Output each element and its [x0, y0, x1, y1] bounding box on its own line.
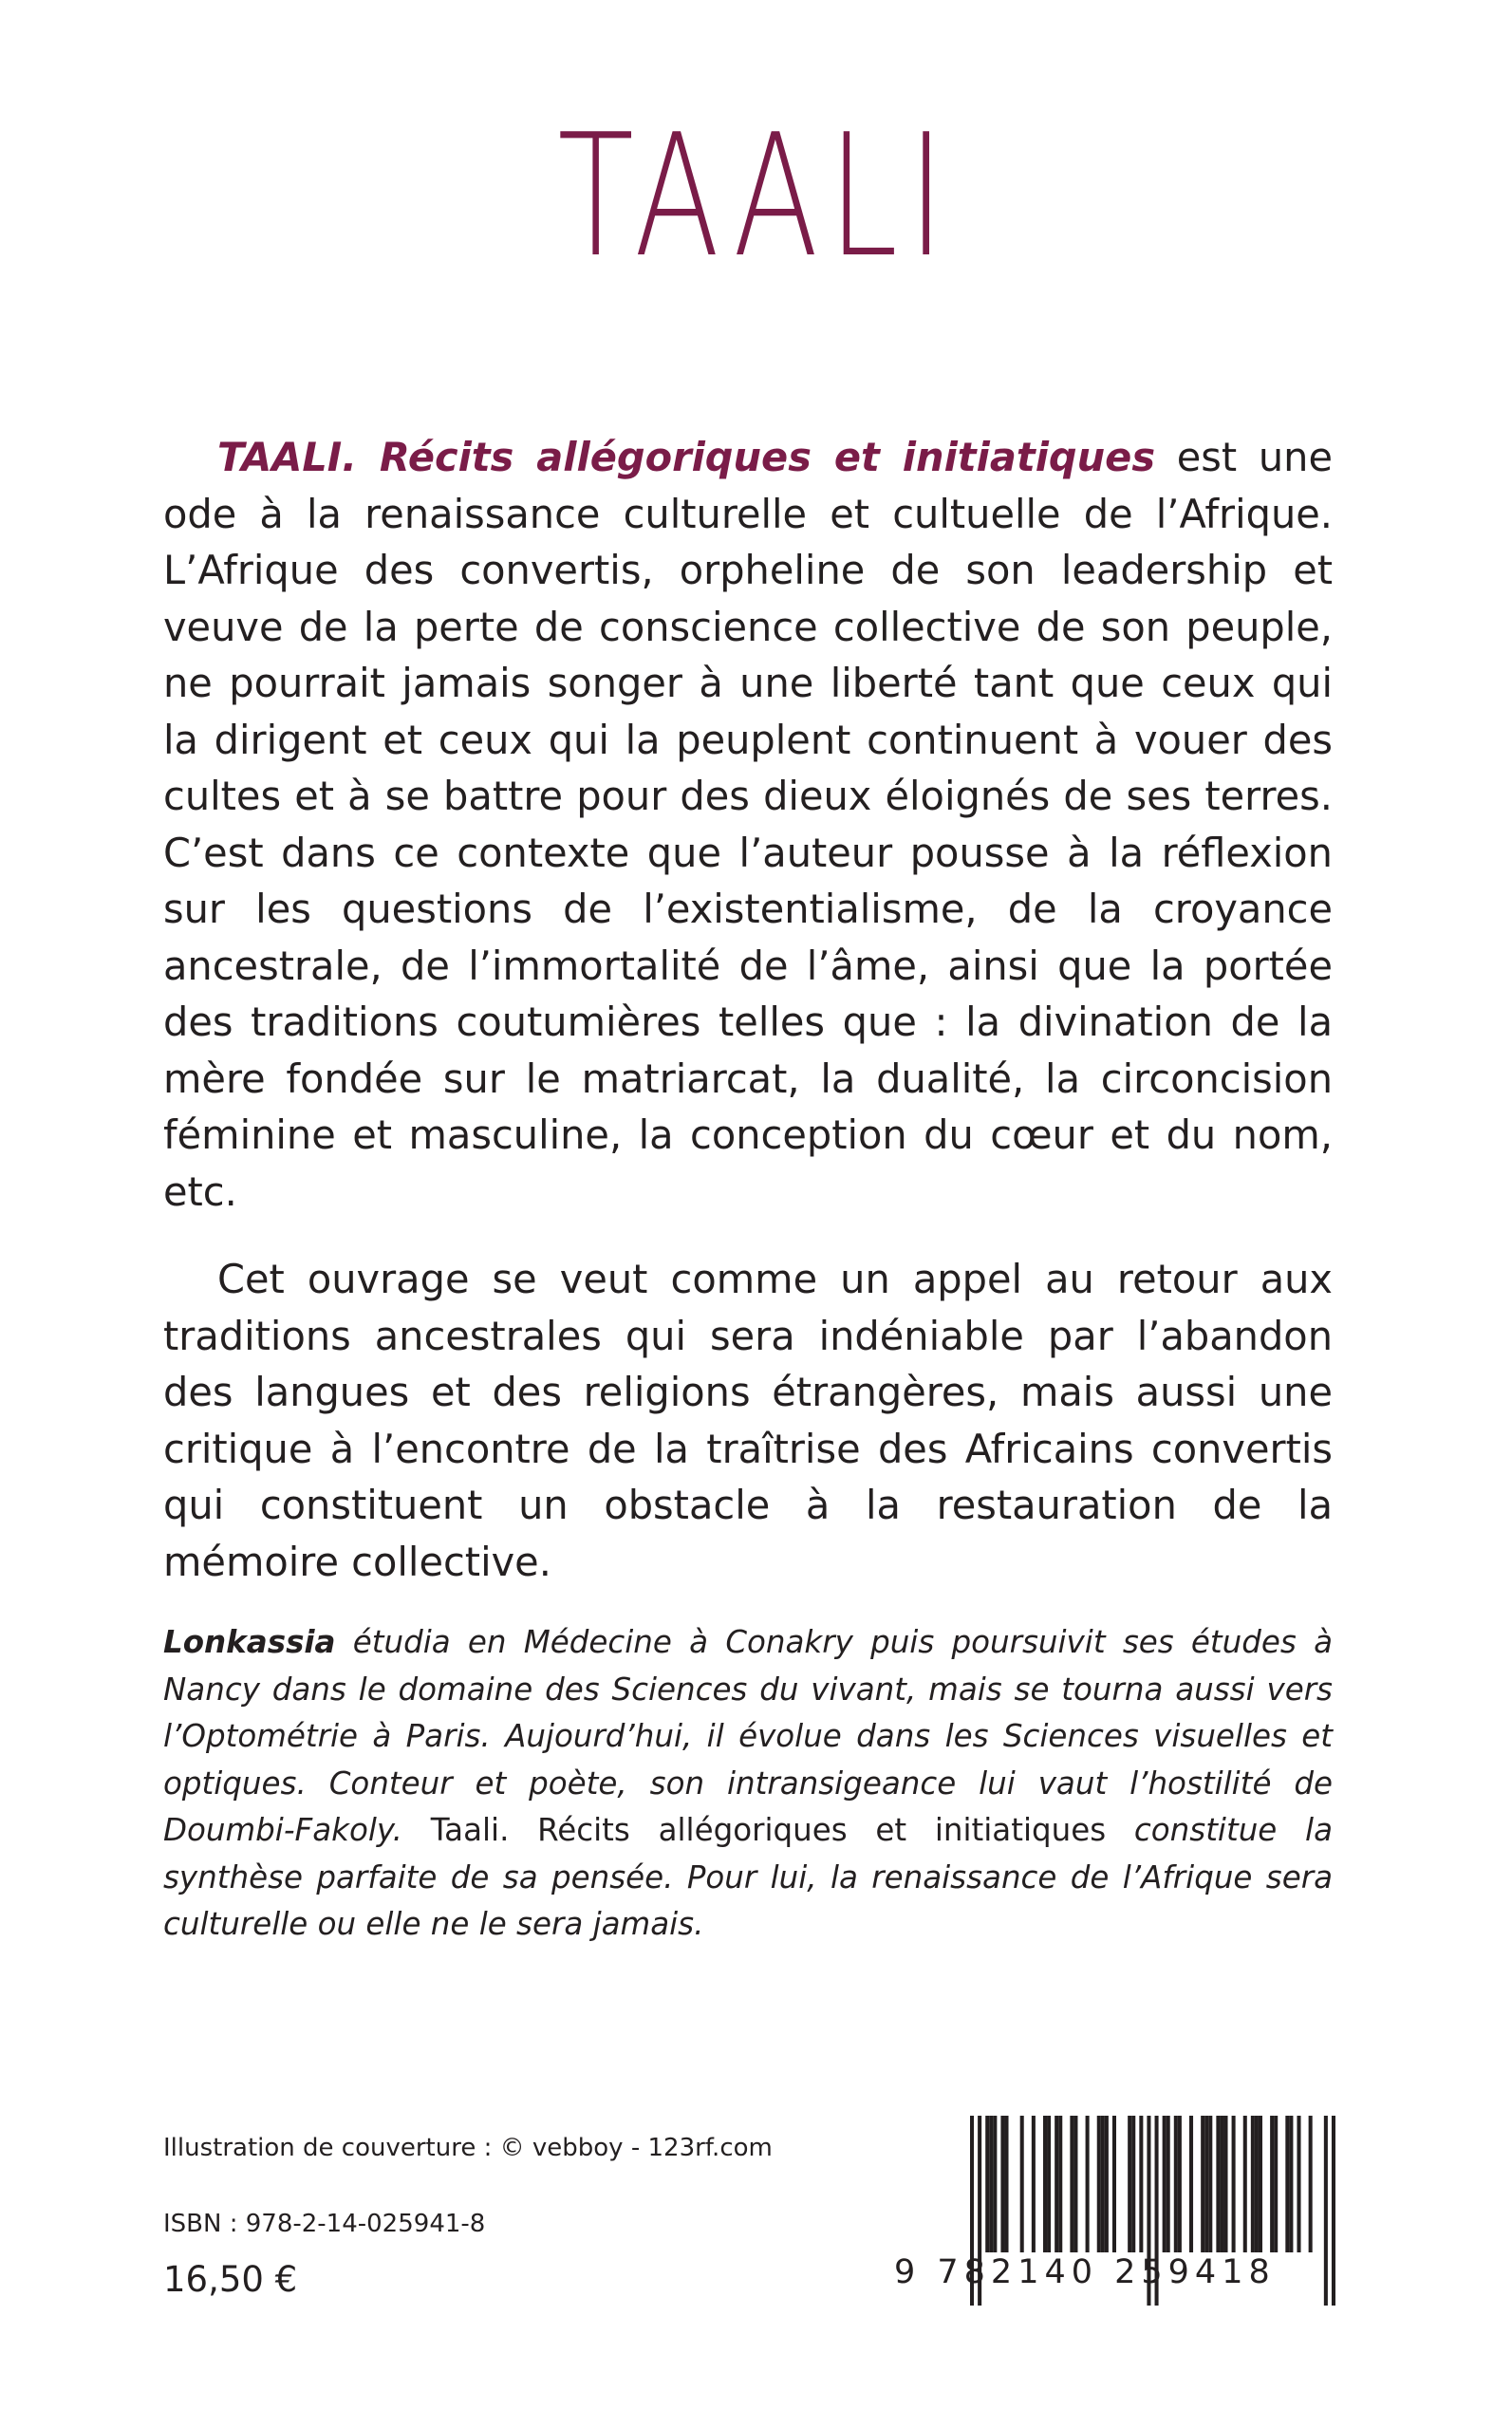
barcode-bar: [1220, 2116, 1223, 2252]
synopsis-paragraph-1: [163, 429, 1333, 1220]
barcode-bar: [993, 2116, 997, 2252]
barcode-digits: 9 782140 259418: [894, 2253, 1276, 2291]
illustration-credit: Illustration de couverture : © vebboy - 123rf.com: [163, 2134, 773, 2162]
barcode-bar: [1274, 2116, 1278, 2252]
barcode-bar: [1055, 2116, 1058, 2252]
barcode-bar: [1297, 2116, 1300, 2252]
author-bio-text-1: étudia en Médecine à Conakry puis poursuivit ses études à Nancy dans le domaine des Sciences du vivant, mais se tourna aussi vers l’Optométrie à Paris. Aujourd’hui, il évolue dans les Sciences visuelles et optiques. Conteur et poète, son intransigeance lui vaut l’hostilité de Doumbi-Fakoly.: [163, 1624, 1333, 1848]
barcode-bar: [1232, 2116, 1236, 2252]
barcode-bar: [1174, 2116, 1178, 2252]
barcode-bar: [1086, 2116, 1090, 2252]
barcode-bar: [1216, 2116, 1220, 2252]
barcode-bar: [1105, 2116, 1109, 2252]
barcode-bar: [1208, 2116, 1212, 2252]
book-title-emphasis: TAALI. Récits allégoriques et initiatiques: [217, 434, 1156, 480]
barcode-bar: [1000, 2116, 1004, 2252]
barcode-bar: [1309, 2116, 1313, 2252]
barcode-bar: [1047, 2116, 1051, 2252]
barcode-bar: [1058, 2116, 1062, 2252]
author-bio-book-reference: Taali. Récits allégoriques et initiatiques: [430, 1812, 1107, 1848]
barcode-bar: [1020, 2116, 1024, 2252]
barcode-bar: [1204, 2116, 1208, 2252]
barcode-bar: [1223, 2116, 1227, 2252]
synopsis-paragraph-2: Cet ouvrage se veut comme un appel au retour aux traditions ancestrales qui sera indéniable par l’abandon des langues et des religions étrangères, mais aussi une critique à l’encontre de la traîtrise des Africains convertis qui constituent un obstacle à la restauration de la mémoire collective.: [163, 1256, 1333, 1585]
barcode-bar: [1097, 2116, 1101, 2252]
book-title: TAALI: [557, 98, 955, 294]
barcode-bar: [1101, 2116, 1105, 2252]
barcode-bar: [1004, 2116, 1008, 2252]
barcode-bar: [1189, 2116, 1193, 2252]
isbn: ISBN : 978-2-14-025941-8: [163, 2210, 486, 2238]
price: 16,50 €: [163, 2259, 298, 2300]
barcode-bar: [985, 2116, 989, 2252]
barcode-bar: [1255, 2116, 1259, 2252]
barcode-bar: [1131, 2116, 1135, 2252]
barcode-bar: [1251, 2116, 1255, 2252]
barcode-bar: [1139, 2116, 1143, 2252]
author-bio-text-2: constitue la synthèse parfaite de sa pensée. Pour lui, la renaissance de l’Afrique sera culturelle ou elle ne le sera jamais.: [163, 1812, 1334, 1942]
barcode-bar: [1289, 2116, 1293, 2252]
barcode-bar: [1201, 2116, 1204, 2252]
author-name: Lonkassia: [163, 1624, 336, 1660]
barcode-bar: [989, 2116, 993, 2252]
barcode-bar: [1178, 2116, 1182, 2252]
barcode-bar: [1073, 2116, 1077, 2252]
barcode-bar: [1259, 2116, 1262, 2252]
barcode-bar: [1243, 2116, 1247, 2252]
barcode-bar: [1032, 2116, 1036, 2252]
barcode-bar: [1043, 2116, 1047, 2252]
barcode-bar: [1128, 2116, 1131, 2252]
barcode-bar: [1163, 2116, 1167, 2252]
barcode-bar: [1270, 2116, 1274, 2252]
barcode-bar: [1285, 2116, 1289, 2252]
barcode-bar: [1167, 2116, 1170, 2252]
synopsis-paragraph-1-text: est une ode à la renaissance culturelle et cultuelle de l’Afrique. L’Afrique des convertis, orpheline de son leadership et veuve de la perte de conscience collective de son peuple, ne pourrait jamais songer à une liberté tant que ceux qui la dirigent et ceux qui la peuplent continuent à vouer des cultes et à se battre pour des dieux éloignés de ses terres. C’est dans ce contexte que l’auteur pousse à la réflexion sur les questions de l’existentialisme, de la croyance ancestrale, de l’immortalité de l’âme, ainsi que la portée des traditions coutumières telles que : la divination de la mère fondée sur le matriarcat, la dualité, la circoncision féminine et masculine, la conception du cœur et du nom, etc.: [163, 434, 1333, 1215]
synopsis: [163, 429, 1333, 1590]
author-bio: [163, 1619, 1333, 1949]
barcode-bar: [1070, 2116, 1073, 2252]
barcode-bar: [1112, 2116, 1116, 2252]
